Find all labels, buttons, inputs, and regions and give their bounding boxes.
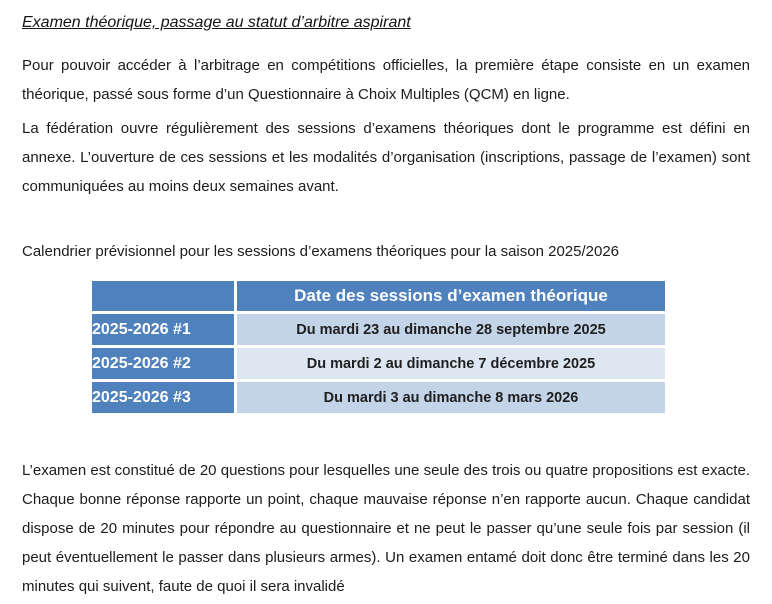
session-label: 2025-2026 #1: [92, 314, 237, 348]
session-date: Du mardi 23 au dimanche 28 septembre 2025: [237, 314, 665, 348]
table-header-row: [92, 281, 665, 314]
exam-sessions-table: [92, 281, 665, 416]
paragraph-sessions-info: La fédération ouvre régulièrement des sessions d’examens théoriques dont le programme est défini en annexe. L’ouverture de ces sessions et les modalités d’organisation (inscriptions, passage de l’examen) sont communiquées au moins deux semaines avant.: [22, 120, 750, 195]
document-title: Examen théorique, passage au statut d’arbitre aspirant: [22, 14, 411, 31]
table-row: [92, 382, 665, 416]
session-date: Du mardi 2 au dimanche 7 décembre 2025: [237, 348, 665, 382]
paragraph-intro: Pour pouvoir accéder à l’arbitrage en compétitions officielles, la première étape consiste en un examen théorique, passé sous forme d’un Questionnaire à Choix Multiples (QCM) en ligne.: [22, 57, 750, 103]
session-date: Du mardi 3 au dimanche 8 mars 2026: [237, 382, 665, 416]
session-label: 2025-2026 #3: [92, 382, 237, 416]
table-row: [92, 314, 665, 348]
session-label: 2025-2026 #2: [92, 348, 237, 382]
table-row: [92, 348, 665, 382]
paragraph-exam-rules: L’examen est constitué de 20 questions pour lesquelles une seule des trois ou quatre propositions est exacte. Chaque bonne réponse rapporte un point, chaque mauvaise réponse n’en rapporte aucun. Chaque candidat dispose de 20 minutes pour répondre au questionnaire et ne peut le passer qu’une seule fois par session (il peut éventuellement le passer dans plusieurs armes). Un examen entamé doit donc être terminé dans les 20 minutes qui suivent, faute de quoi il sera invalidé: [22, 462, 750, 595]
calendar-intro-line: Calendrier prévisionnel pour les sessions d’examens théoriques pour la saison 2025/2026: [22, 243, 620, 260]
table-corner-cell: [92, 281, 237, 314]
table-header-label: Date des sessions d’examen théorique: [237, 281, 665, 314]
